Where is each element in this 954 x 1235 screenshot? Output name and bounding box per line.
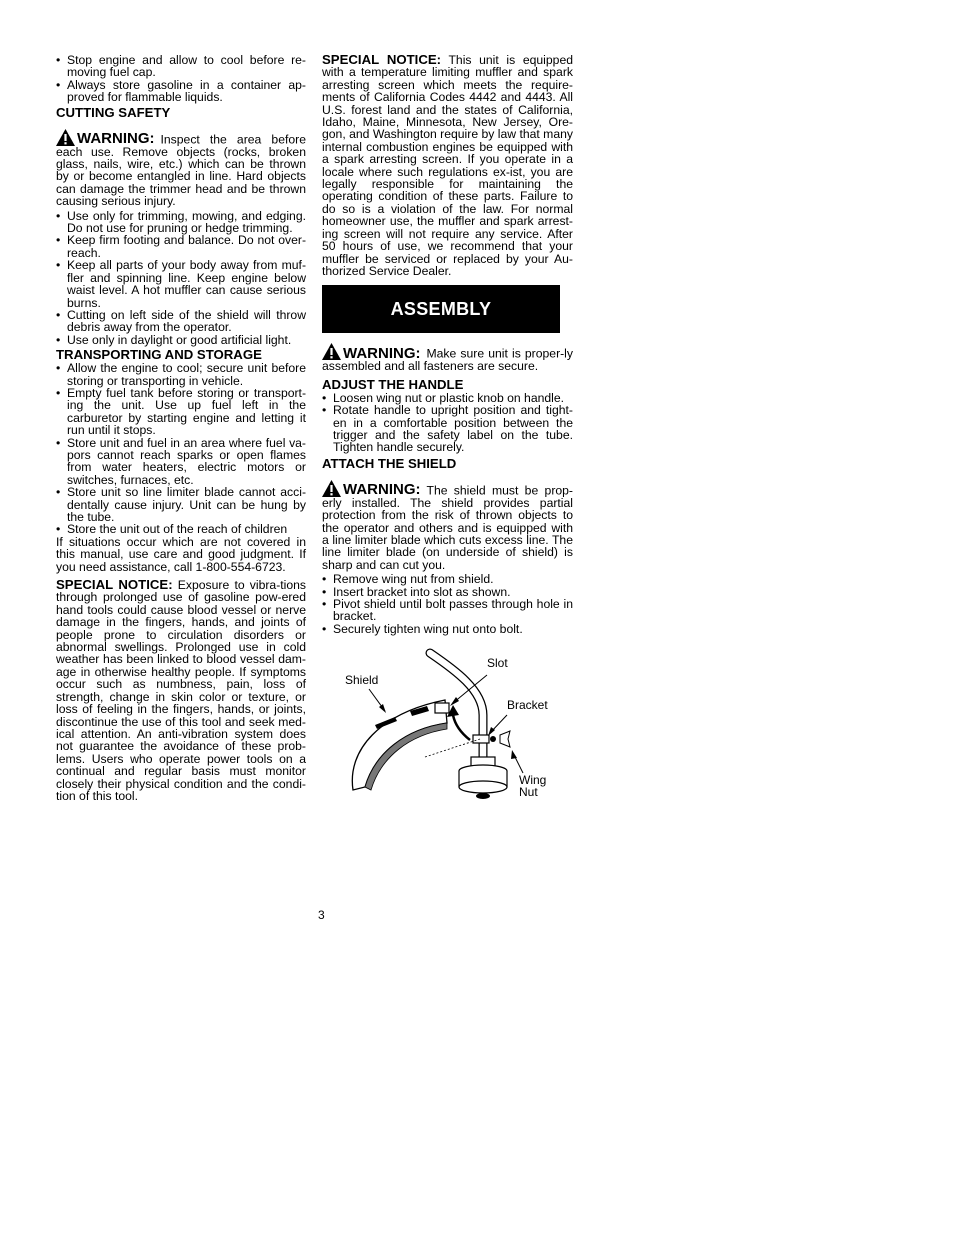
- list-item: • Use only for trimming, mowing, and edging. Do not use for pruning or hedge trimming.: [56, 210, 306, 235]
- warning-text: Inspect the area before each use. Remove objects (rocks, broken glass, nails, wire, etc.) which can be thrown by or become entangled in line. Hard objects can damage the trimmer head and be thrown causing serious injury.: [56, 132, 306, 209]
- list-item: • Securely tighten wing nut onto bolt.: [322, 623, 573, 635]
- adjust-handle-heading: ADJUST THE HANDLE: [322, 376, 464, 392]
- attach-shield-heading: ATTACH THE SHIELD: [322, 455, 457, 471]
- slot-label: Slot: [487, 656, 508, 670]
- list-item: • Cutting on left side of the shield will throw debris away from the operator.: [56, 309, 306, 334]
- left-column: [56, 54, 306, 802]
- vibration-notice: [56, 579, 306, 802]
- shield-label: Shield: [345, 673, 379, 687]
- shield-assembly-figure: [335, 645, 560, 810]
- assembly-banner: ASSEMBLY: [322, 285, 560, 333]
- wing-label: Wing: [519, 773, 547, 787]
- list-item: • Empty fuel tank before storing or transport-ing the unit. Use up fuel left in the carburetor by starting engine and letting it run until it stops.: [56, 387, 306, 437]
- special-notice-text: This unit is equipped with a temperature limiting muffler and spark arresting screen which meets the require-ments of California Codes 4442 and 4443. All U.S. forest land and the states of California, Idaho, Maine, Minnesota, New Jersey, Ore-gon, and Washington require by law that many internal combustion engines be equipped with a spark arresting screen. If you operate in a locale where such regulations ex-ist, you are legally responsible for maintaining the operating condition of these parts. Failure to do so is a violation of the law. For normal homeowner use, the muffler and spark arrest-ing screen will not require any service. After 50 hours of use, we recommend that your muffler be serviced or replaced by your Au-thorized Service Dealer.: [322, 53, 573, 278]
- warning-label: WARNING:: [343, 344, 421, 362]
- list-item: • Use only in daylight or good artificial light.: [56, 334, 306, 346]
- list-item: • Pivot shield until bolt passes through hole in bracket.: [322, 598, 573, 623]
- list-item: • Allow the engine to cool; secure unit before storing or transporting in vehicle.: [56, 362, 306, 387]
- warning-icon: [322, 480, 341, 497]
- attach-shield-warning: [322, 480, 573, 571]
- special-notice-label: SPECIAL NOTICE:: [56, 577, 173, 593]
- list-item: • Always store gasoline in a container ap-proved for flammable liquids.: [56, 79, 306, 104]
- list-item: • Store unit and fuel in an area where fuel va-pors cannot reach sparks or open flames from water heaters, electric motors or switches, furnaces, etc.: [56, 437, 306, 487]
- warning-icon: [322, 343, 341, 360]
- cutting-safety-heading: CUTTING SAFETY: [56, 104, 171, 120]
- right-column: [322, 54, 573, 635]
- list-item: • Keep firm footing and balance. Do not over-reach.: [56, 234, 306, 259]
- spark-arrestor-notice: [322, 54, 573, 277]
- list-item: • Insert bracket into slot as shown.: [322, 586, 573, 598]
- page-number: 3: [318, 908, 325, 922]
- list-item: • Rotate handle to upright position and tight-en in a comfortable position between the trigger and the safety label on the tube. Tighten handle securely.: [322, 404, 573, 454]
- list-item: • Stop engine and allow to cool before re-moving fuel cap.: [56, 54, 306, 79]
- cutting-safety-list: [56, 210, 306, 346]
- special-notice-text: Exposure to vibra-tions through prolonged use of gasoline pow-ered hand tools could cause blood vessel or nerve damage in the fingers, hands, and joints of people prone to circulation disorders or abnormal swellings. Prolonged use in cold weather has been linked to blood vessel dam-age in otherwise healthy people. If symptoms occur such as numbness, pain, loss of strength, change in skin color or texture, or loss of feeling in the fingers, hands, or joints, discontinue the use of this tool and seek med-ical attention. An anti-vibration system does not guarantee the avoidance of these prob-lems. Users who operate power tools on a continual and regular basis must monitor closely their physical condition and the condi-tion of this tool.: [56, 578, 307, 803]
- warning-text: Make sure unit is proper-ly assembled and all fasteners are secure.: [322, 346, 573, 374]
- list-item: • Store the unit out of the reach of children: [56, 523, 306, 535]
- attach-shield-list: [322, 573, 573, 635]
- warning-icon: [56, 129, 75, 146]
- nut-label: Nut: [519, 785, 538, 799]
- list-item: • Keep all parts of your body away from muf-fler and spinning line. Keep engine below waist level. A hot muffler can cause serious burns.: [56, 259, 306, 309]
- adjust-handle-list: [322, 392, 573, 454]
- list-item: • Store unit so line limiter blade cannot acci-dentally cause injury. Unit can be hung by the tube.: [56, 486, 306, 523]
- list-item: • Loosen wing nut or plastic knob on handle.: [322, 392, 573, 404]
- transport-closing: If situations occur which are not covered in this manual, use care and good judgment. If you need assistance, call 1-800-554-6723.: [56, 534, 306, 574]
- fuel-safety-list: [56, 54, 306, 104]
- warning-text: The shield must be prop-erly installed. The shield provides partial protection from the risk of thrown objects to the operator and others and is equipped with a line limiter blade which cuts excess line. The line limiter blade (on underside of shield) is sharp and can cut you.: [322, 483, 573, 572]
- list-item: • Remove wing nut from shield.: [322, 573, 573, 585]
- assembly-warning: [322, 343, 573, 372]
- warning-label: WARNING:: [343, 481, 421, 499]
- transport-list: [56, 362, 306, 536]
- warning-label: WARNING:: [77, 130, 155, 148]
- cutting-safety-warning: [56, 129, 306, 208]
- special-notice-label: SPECIAL NOTICE:: [322, 52, 442, 67]
- transport-heading: TRANSPORTING AND STORAGE: [56, 347, 262, 363]
- bracket-label: Bracket: [507, 698, 548, 712]
